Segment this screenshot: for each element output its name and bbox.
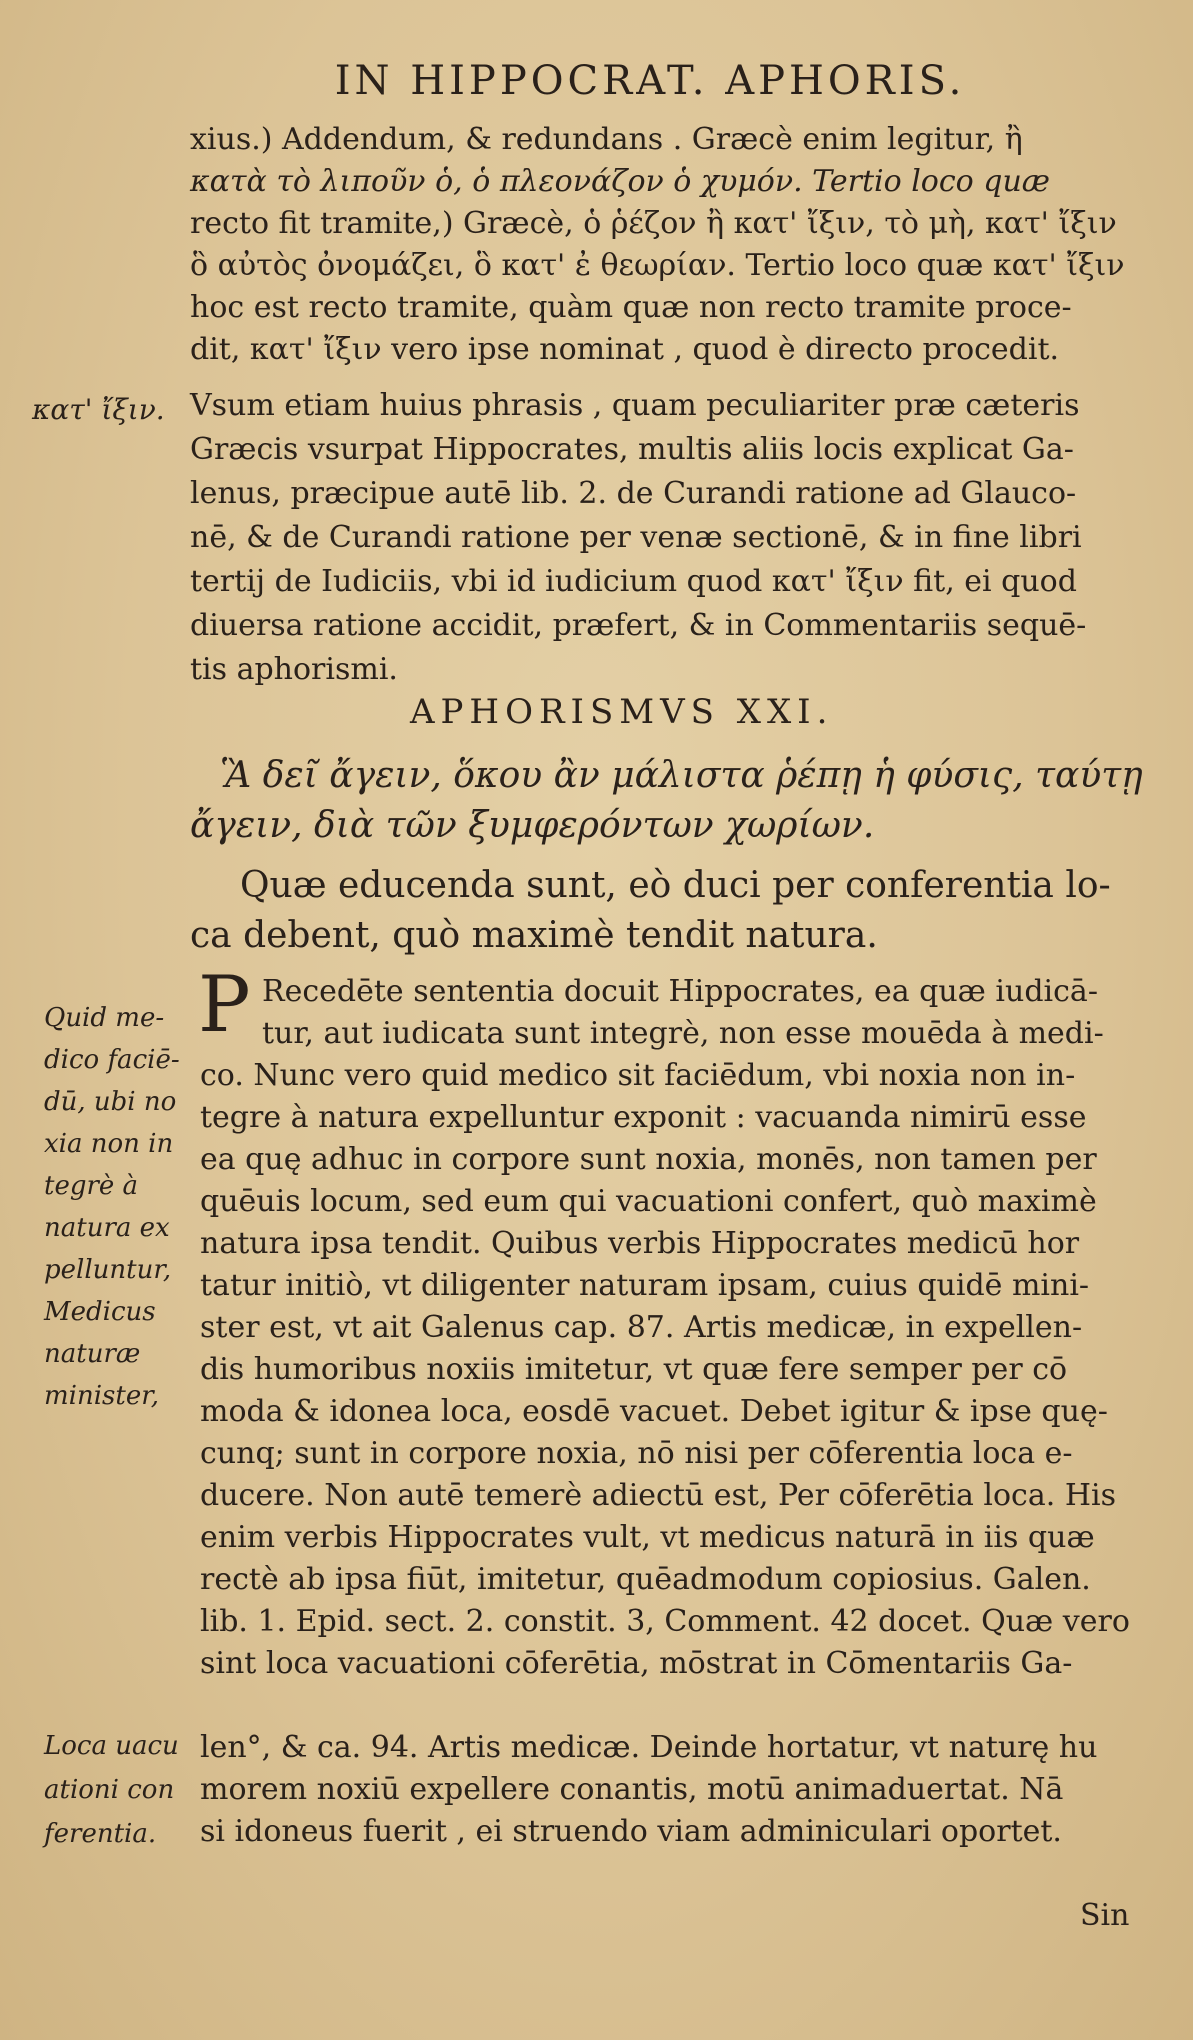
margin-note-kat-ixin: κατ' ἴξιν. xyxy=(32,393,165,426)
text-line: tegre à natura expelluntur exponit : vacuanda nimirū esse xyxy=(200,1100,1087,1135)
margin-line: naturæ xyxy=(44,1339,141,1369)
text-line: nē, & de Curandi ratione per venæ sectionē, & in fine libri xyxy=(190,520,1082,555)
text-line: ducere. Non autē temerè adiectū est, Per cōferētia loca. His xyxy=(200,1478,1116,1513)
greek-aphorism-line: ἄγειν, διὰ τῶν ξυμφερόντων χωρίων. xyxy=(190,805,875,846)
margin-line: dū, ubi no xyxy=(44,1087,177,1117)
aphorism-title: APHORISMVS XXI. xyxy=(410,692,834,732)
text-line: co. Nunc vero quid medico sit faciēdum, vbi noxia non in- xyxy=(200,1058,1076,1093)
text-line: dit, κατ' ἴξιν vero ipse nominat , quod è directo procedit. xyxy=(190,332,1060,367)
text-line: lenus, præcipue autē lib. 2. de Curandi ratione ad Glauco- xyxy=(190,476,1077,511)
text-line: lib. 1. Epid. sect. 2. constit. 3, Comment. 42 docet. Quæ vero xyxy=(200,1604,1130,1639)
text-line: tatur initiò, vt diligenter naturam ipsam, cuius quidē mini- xyxy=(200,1268,1090,1303)
text-line: κατὰ τὸ λιποῦν ὁ, ὁ πλεονάζον ὁ χυμόν. Tertio loco quæ xyxy=(190,164,1050,199)
margin-line: minister, xyxy=(44,1381,160,1411)
drop-cap: P xyxy=(198,960,251,1050)
text-line: hoc est recto tramite, quàm quæ non recto tramite proce- xyxy=(190,290,1072,325)
margin-line: pelluntur, xyxy=(44,1255,172,1285)
text-line: natura ipsa tendit. Quibus verbis Hippocrates medicū hor xyxy=(200,1226,1080,1261)
text-line: Vsum etiam huius phrasis , quam peculiariter præ cæteris xyxy=(190,388,1080,423)
text-line: tis aphorismi. xyxy=(190,652,398,687)
text-line: morem noxiū expellere conantis, motū animaduertat. Nā xyxy=(200,1772,1064,1807)
greek-aphorism-line: Ἃ δεῖ ἄγειν, ὅκου ἂν μάλιστα ῥέπῃ ἡ φύσις, ταύτῃ xyxy=(220,755,1143,796)
text-line: si idoneus fuerit , ei struendo viam adminiculari oportet. xyxy=(200,1814,1062,1849)
margin-line: xia non in xyxy=(44,1129,174,1159)
text-line: Recedēte sententia docuit Hippocrates, ea quæ iudicā- xyxy=(262,974,1098,1009)
text-line: dis humoribus noxiis imitetur, vt quæ fere semper per cō xyxy=(200,1352,1068,1387)
text-line: moda & idonea loca, eosdē vacuet. Debet igitur & ipse quę- xyxy=(200,1394,1108,1429)
margin-line: Loca uacu xyxy=(44,1731,179,1761)
text-line: Græcis vsurpat Hippocrates, multis aliis locis explicat Ga- xyxy=(190,432,1074,467)
margin-line: ferentia. xyxy=(44,1819,157,1849)
margin-line: dico faciē- xyxy=(44,1045,180,1075)
margin-line: Quid me- xyxy=(44,1003,165,1033)
text-line: ea quę adhuc in corpore sunt noxia, monēs, non tamen per xyxy=(200,1142,1097,1177)
text-line: diuersa ratione accidit, præfert, & in Commentariis sequē- xyxy=(190,608,1087,643)
latin-aphorism-line: ca debent, quò maximè tendit natura. xyxy=(190,915,878,956)
running-header: IN HIPPOCRAT. APHORIS. xyxy=(334,58,966,104)
catchword: Sin xyxy=(1080,1898,1130,1933)
text-line: xius.) Addendum, & redundans . Græcè enim legitur, ἢ xyxy=(190,122,1023,157)
margin-line: Medicus xyxy=(44,1297,156,1327)
text-line: ὃ αὐτὸς ὀνομάζει, ὃ κατ' ἐ θεωρίαν. Tertio loco quæ κατ' ἴξιν xyxy=(190,248,1125,283)
text-line: quēuis locum, sed eum qui vacuationi confert, quò maximè xyxy=(200,1184,1097,1219)
text-line: recto fit tramite,) Græcè, ὁ ῥέζον ἢ κατ' ἴξιν, τὸ μὴ, κατ' ἴξιν xyxy=(190,206,1117,241)
text-line: len°, & ca. 94. Artis medicæ. Deinde hortatur, vt naturę hu xyxy=(200,1730,1098,1765)
text-line: rectè ab ipsa fiūt, imitetur, quēadmodum copiosius. Galen. xyxy=(200,1562,1091,1597)
latin-aphorism-line: Quæ educenda sunt, eò duci per conferentia lo- xyxy=(240,865,1111,906)
text-line: enim verbis Hippocrates vult, vt medicus naturā in iis quæ xyxy=(200,1520,1095,1555)
text-line: sint loca vacuationi cōferētia, mōstrat in Cōmentariis Ga- xyxy=(200,1646,1073,1681)
text-line: cunq; sunt in corpore noxia, nō nisi per cōferentia loca e- xyxy=(200,1436,1073,1471)
text-line: tur, aut iudicata sunt integrè, non esse mouēda à medi- xyxy=(262,1016,1104,1051)
margin-line: natura ex xyxy=(44,1213,170,1243)
margin-line: tegrè à xyxy=(44,1171,139,1201)
margin-line: ationi con xyxy=(44,1775,175,1805)
text-line: ster est, vt ait Galenus cap. 87. Artis medicæ, in expellen- xyxy=(200,1310,1083,1345)
text-line: tertij de Iudiciis, vbi id iudicium quod κατ' ἴξιν fit, ei quod xyxy=(190,564,1077,599)
